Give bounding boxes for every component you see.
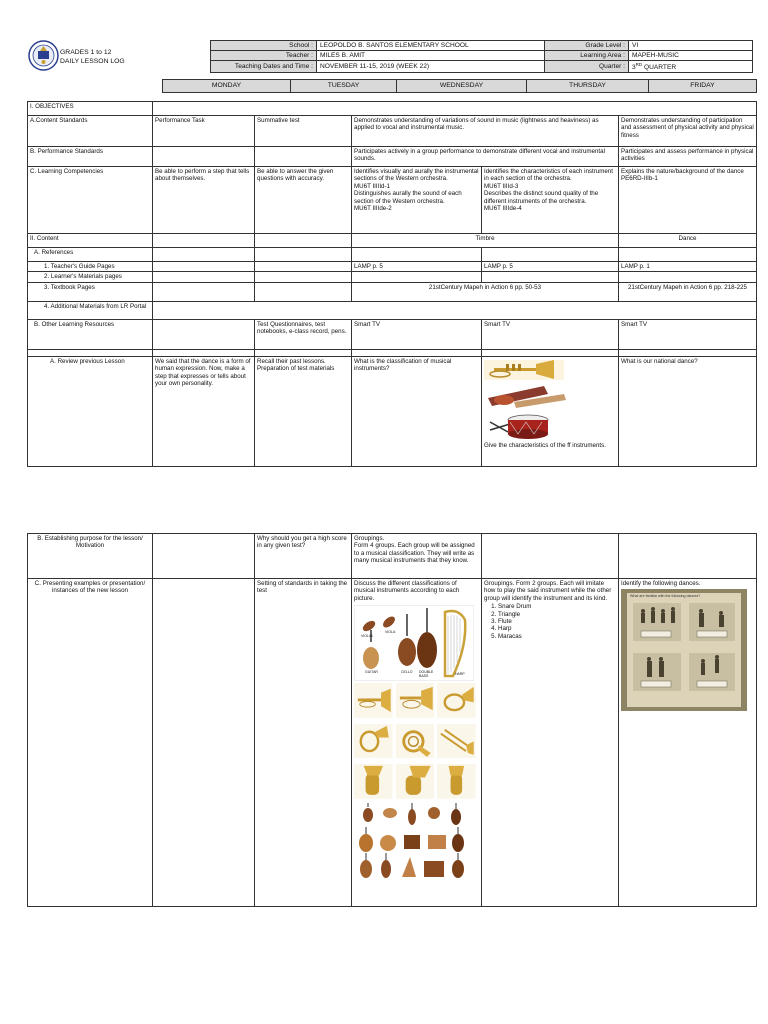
- dates-label: Teaching Dates and Time :: [211, 61, 317, 73]
- form-title-line2: DAILY LESSON LOG: [60, 58, 125, 65]
- purpose-label: B. Establishing purpose for the lesson/ Motivation: [28, 534, 153, 579]
- deped-seal: [28, 40, 59, 71]
- day-tuesday: TUESDAY: [291, 80, 397, 93]
- form-title-line1: GRADES 1 to 12: [60, 49, 112, 56]
- content-standards-fri: Demonstrates understanding of participation and assessment of physical activity and physical fitness: [619, 116, 757, 147]
- quarter-word: QUARTER: [642, 64, 677, 72]
- instrument-list-item: 3. Flute: [498, 618, 616, 625]
- presenting-wed: [352, 579, 482, 907]
- textbook-fri: 21stCentury Mapeh in Action 6 pp. 218-225: [619, 282, 757, 301]
- review-fri: What is our national dance?: [619, 356, 757, 466]
- other-resources-tue: Test Questionnaires, test notebooks, e-class record, pens.: [255, 319, 352, 349]
- label-double-bass: DOUBLE BASS: [419, 670, 434, 679]
- competencies-wed: Identifies visually and aurally the instrumental sections of the Western orchestra. MU6T IIIIId-1 Distinguishes aurally the sound of each section of the Western orchestra. MU6T IIIIde-2: [352, 167, 482, 234]
- review-thu-text: Give the characteristics of the ff instruments.: [484, 441, 606, 449]
- other-resources-fri: Smart TV: [619, 319, 757, 349]
- instrument-list-item: 5. Maracas: [498, 633, 616, 640]
- presenting-fri-text: Identify the following dances.: [621, 580, 701, 587]
- school-value: LEOPOLDO B. SANTOS ELEMENTARY SCHOOL: [317, 41, 545, 51]
- quarter-value: [629, 61, 753, 73]
- snare-drum-image: [490, 415, 548, 439]
- other-resources-thu: Smart TV: [482, 319, 619, 349]
- additional-materials-label: 4. Additional Materials from LR Portal: [28, 301, 153, 319]
- objectives-heading: I. OBJECTIVES: [28, 102, 153, 116]
- brass-instrument-2: [396, 683, 435, 718]
- review-label: A. Review previous Lesson: [28, 356, 153, 466]
- performance-standards-fri: Participates and assess performance in physical activities: [619, 147, 757, 167]
- label-violin: VIOLIN: [361, 634, 373, 639]
- performance-standards-wedthu: Participates actively in a group performance to demonstrate different vocal and instrumental sounds.: [352, 147, 619, 167]
- school-label: School :: [211, 41, 317, 51]
- instrument-list: [498, 603, 616, 640]
- learners-materials-label: 2. Learner's Materials pages: [28, 272, 153, 282]
- review-thu: [482, 356, 619, 466]
- day-monday: MONDAY: [163, 80, 291, 93]
- content-standards-tue: Summative test: [255, 116, 352, 147]
- label-viola: VIOLA: [385, 630, 396, 635]
- presenting-thu-intro: Groupings. Form 2 groups. Each will imitate how to play the said instrument while the other group will identify the instrument and its kind.: [484, 580, 612, 602]
- teachers-guide-wed: LAMP p. 5: [352, 262, 482, 272]
- other-resources-wed: Smart TV: [352, 319, 482, 349]
- references-label: A. References: [28, 248, 153, 262]
- review-tue: Recall their past lessons. Preparation of test materials: [255, 356, 352, 466]
- content-standards-label: A.Content Standards: [28, 116, 153, 147]
- form-title: [60, 48, 125, 66]
- label-harp: HARP: [455, 672, 465, 677]
- competencies-mon: Be able to perform a step that tells about themselves.: [153, 167, 255, 234]
- brass-instrument-3: [437, 683, 476, 718]
- presenting-thu: [482, 579, 619, 907]
- trumpet-image: [484, 360, 564, 380]
- quarter-number: 3: [632, 64, 636, 72]
- grade-label: Grade Level :: [545, 41, 629, 51]
- purpose-wed: Groupings. Form 4 groups. Each group will be assigned to a musical classification. They will write as many musical instruments that they know.: [352, 534, 482, 579]
- area-label: Learning Area :: [545, 51, 629, 61]
- day-thursday: THURSDAY: [527, 80, 649, 93]
- instruments-picture: [482, 357, 618, 441]
- instrument-list-item: 4. Harp: [498, 625, 616, 632]
- dances-photo: [621, 589, 747, 711]
- folk-instruments-picture: [354, 803, 476, 881]
- day-friday: FRIDAY: [649, 80, 757, 93]
- violin-case-image: [488, 386, 566, 408]
- dances-photo-header: What are familiar with the following dances?: [630, 594, 701, 599]
- quarter-suffix: RD: [635, 62, 643, 67]
- french-horn-image: [396, 724, 435, 759]
- competencies-tue: Be able to answer the given questions with accuracy.: [255, 167, 352, 234]
- brass-instruments-picture: [354, 683, 476, 801]
- string-instruments-picture: [354, 605, 474, 681]
- teachers-guide-thu: LAMP p. 5: [482, 262, 619, 272]
- other-resources-label: B. Other Learning Resources: [28, 319, 153, 349]
- competencies-label: C. Learning Competencies: [28, 167, 153, 234]
- lesson-log-table-1: [27, 101, 757, 467]
- lesson-log-table-2: [27, 533, 757, 907]
- competencies-thu: Identifies the characteristics of each instrument in each section of the orchestra. MU6T IIIId-3 Describes the distinct sound quality of the different instruments of the orchestra. MU6T IIIIde-4: [482, 167, 619, 234]
- teacher-value: MILES B. AMIT: [317, 51, 545, 61]
- teachers-guide-label: 1. Teacher's Guide Pages: [28, 262, 153, 272]
- instrument-list-item: 1. Snare Drum: [498, 603, 616, 610]
- purpose-tue: Why should you get a high score in any given test?: [255, 534, 352, 579]
- area-value: MAPEH-MUSIC: [629, 51, 753, 61]
- review-wed: What is the classification of musical instruments?: [352, 356, 482, 466]
- content-wedthu: Timbre: [352, 234, 619, 248]
- performance-standards-label: B. Performance Standards: [28, 147, 153, 167]
- day-header-row: [162, 79, 757, 93]
- tuba-image-1: [354, 764, 393, 799]
- presenting-tue: Setting of standards in taking the test: [255, 579, 352, 907]
- instrument-list-item: 2. Triangle: [498, 611, 616, 618]
- textbook-label: 3. Textbook Pages: [28, 282, 153, 301]
- brass-instrument-4: [354, 724, 393, 759]
- content-fri: Dance: [619, 234, 757, 248]
- review-mon: We said that the dance is a form of human expression. Now, make a step that expresses or tells about your own personality.: [153, 356, 255, 466]
- grade-value: VI: [629, 41, 753, 51]
- dates-value: NOVEMBER 11-15, 2019 (WEEK 22): [317, 61, 545, 73]
- presenting-label: C. Presenting examples or presentation/ instances of the new lesson: [28, 579, 153, 907]
- presenting-wed-text: Discuss the different classifications of musical instruments according to each picture.: [354, 580, 460, 602]
- euphonium-image: [437, 764, 476, 799]
- presenting-fri: [619, 579, 757, 907]
- day-wednesday: WEDNESDAY: [397, 80, 527, 93]
- label-guitar: GUITAR: [365, 670, 378, 675]
- competencies-fri: Explains the nature/background of the dance PE6RD-IIIb-1: [619, 167, 757, 234]
- brass-instrument-1: [354, 683, 393, 718]
- label-cello: CELLO: [401, 670, 413, 675]
- teacher-label: Teacher :: [211, 51, 317, 61]
- teachers-guide-fri: LAMP p. 1: [619, 262, 757, 272]
- content-standards-mon: Performance Task: [153, 116, 255, 147]
- trombone-image: [437, 724, 476, 759]
- header-info-table: [210, 40, 753, 73]
- content-standards-wedthu: Demonstrates understanding of variations of sound in music (lightness and heaviness) as applied to vocal and instrumental music.: [352, 116, 619, 147]
- quarter-label: Quarter :: [545, 61, 629, 73]
- content-label: II. Content: [28, 234, 153, 248]
- tuba-image-2: [396, 764, 435, 799]
- textbook-wedthu: 21stCentury Mapeh in Action 6 pp. 50-53: [352, 282, 619, 301]
